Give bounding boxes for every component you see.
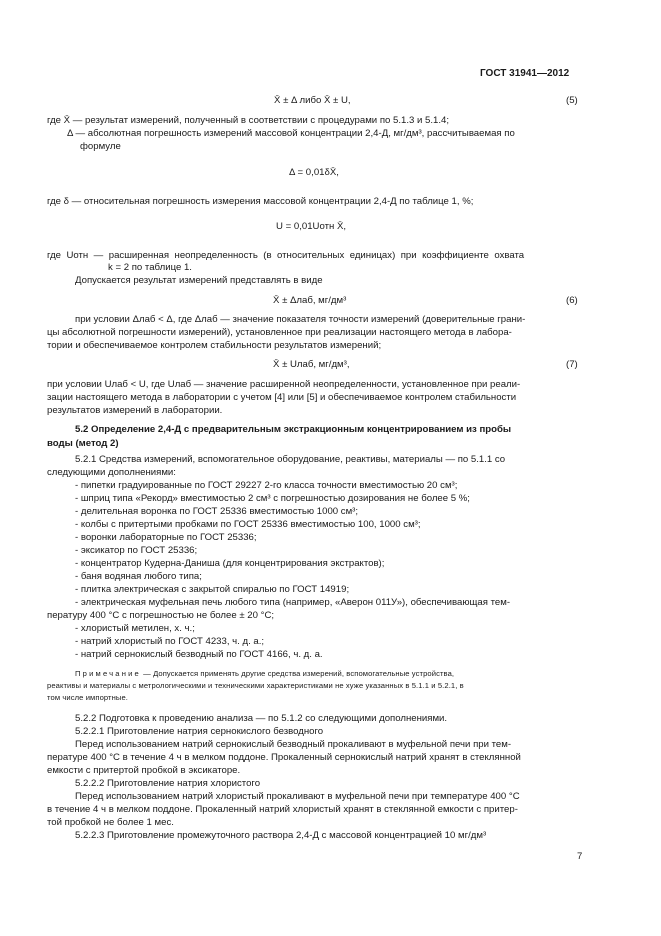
list-item: - шприц типа «Рекорд» вместимостью 2 см³ с погрешностью дозирования не более 5 %; (75, 493, 470, 504)
paragraph-5-2-2-1-line3: емкости с притертой пробкой в эксикаторе. (47, 765, 241, 776)
list-item: - баня водяная любого типа; (75, 571, 202, 582)
paragraph-5-2-2-2-line2: в течение 4 ч в мелком поддоне. Прокаленный натрий хлористый хранят в стеклянной емкости с притер- (47, 804, 518, 815)
list-item: - электрическая муфельная печь любого типа (например, «Аверон 011У»), обеспечивающая тем- (75, 597, 511, 608)
note-line3: том числе импортные. (47, 693, 129, 702)
list-item: - колбы с притертыми пробками по ГОСТ 25336 вместимостью 100, 1000 см³; (75, 519, 421, 530)
paragraph-5-2-2-1-line1: Перед использованием натрий сернокислый безводный прокаливают в муфельной печи при тем- (75, 739, 512, 750)
paragraph-5-2-1-line1: 5.2.1 Средства измерений, вспомогательное оборудование, реактивы, материалы — по 5.1.1 со (75, 454, 506, 465)
note-line1 (75, 668, 454, 680)
formula-delta: Δ = 0,01δX̄, (289, 167, 339, 178)
delta-definition-line1: Δ — абсолютная погрешность измерений массовой концентрации 2,4-Д, мг/дм³, рассчитываемая по (67, 128, 515, 139)
paragraph-5-2-2-2-line3: той пробкой не более 1 мес. (47, 817, 174, 828)
list-item: - хлористый метилен, х. ч.; (75, 623, 195, 634)
condition-7-line3: результатов измерений в лаборатории. (47, 405, 223, 416)
list-item: - пипетки градуированные по ГОСТ 29227 2-го класса точности вместимостью 20 см³; (75, 480, 458, 491)
formula-6: X̄ ± Δлаб, мг/дм³ (273, 295, 347, 306)
where-delta-definition: где δ — относительная погрешность измерения массовой концентрации 2,4-Д по таблице 1, %; (47, 196, 474, 207)
formula-5-number: (5) (566, 95, 578, 106)
formula-u: U = 0,01Uотн X̄, (276, 221, 347, 232)
condition-6-line1: при условии Δлаб < Δ, где Δлаб — значение показателя точности измерений (доверительные грани- (75, 314, 526, 325)
formula-7: X̄ ± Uлаб, мг/дм³, (273, 359, 350, 370)
condition-7-line2: зации настоящего метода в лаборатории с учетом [4] или [5] и обеспечиваемое контролем стабильности (47, 392, 517, 403)
where-x-definition: где X̄ — результат измерений, полученный в соответствии с процедурами по 5.1.3 и 5.1.4; (47, 115, 450, 126)
list-item: пературу 400 °С с погрешностью не более ± 20 °С; (47, 610, 275, 621)
paragraph-5-2-2-1-title: 5.2.2.1 Приготовление натрия сернокислого безводного (75, 726, 324, 737)
list-item: - плитка электрическая с закрытой спиралью по ГОСТ 14919; (75, 584, 350, 595)
list-item: - натрий хлористый по ГОСТ 4233, ч. д. а.; (75, 636, 265, 647)
list-item: - делительная воронка по ГОСТ 25336 вместимостью 1000 см³; (75, 506, 359, 517)
where-u-line1: где Uотн — расширенная неопределенность (в относительных единицах) при коэффициенте охвата (47, 250, 525, 261)
paragraph-5-2-2-2-title: 5.2.2.2 Приготовление натрия хлористого (75, 778, 261, 789)
section-5-2-heading-line1: 5.2 Определение 2,4-Д с предварительным экстракционным концентрированием из пробы (75, 424, 512, 435)
page-number: 7 (577, 851, 583, 862)
formula-6-number: (6) (566, 295, 578, 306)
list-item: - эксикатор по ГОСТ 25336; (75, 545, 198, 556)
document-header: ГОСТ 31941—2012 (480, 68, 570, 79)
delta-definition-line2: формуле (80, 141, 121, 152)
paragraph-5-2-2-2-line1: Перед использованием натрий хлористый прокаливают в муфельной печи при температуре 400 °С (75, 791, 520, 802)
section-5-2-heading-line2: воды (метод 2) (47, 438, 119, 449)
note-label: Примечание (75, 669, 141, 678)
where-u-line2: k = 2 по таблице 1. (108, 262, 192, 273)
condition-7-line1: при условии Uлаб < U, где Uлаб — значение расширенной неопределенности, установленное при реали- (47, 379, 521, 390)
note-line2: реактивы и материалы с метрологическими и техническими характеристиками не хуже указанных в 5.1.1 и 5.2.1, в (47, 681, 464, 690)
paragraph-5-2-2-3-title: 5.2.2.3 Приготовление промежуточного раствора 2,4-Д с массовой концентрацией 10 мг/дм³ (75, 830, 487, 841)
formula-5: X̄ ± Δ либо X̄ ± U, (274, 95, 351, 106)
present-result-text: Допускается результат измерений представлять в виде (75, 275, 323, 286)
paragraph-5-2-1-line2: следующими дополнениями: (47, 467, 176, 478)
list-item: - концентратор Кудерна-Даниша (для концентрирования экстрактов); (75, 558, 385, 569)
formula-7-number: (7) (566, 359, 578, 370)
paragraph-5-2-2-1-line2: пературе 400 °С в течение 4 ч в мелком поддоне. Прокаленный сернокислый натрий хранят в стеклянной (47, 752, 521, 763)
list-item: - натрий сернокислый безводный по ГОСТ 4166, ч. д. а. (75, 649, 323, 660)
condition-6-line2: цы абсолютной погрешности измерений), установленное при реализации настоящего метода в лабора- (47, 327, 512, 338)
condition-6-line3: тории и обеспечиваемое контролем стабильности результатов измерений; (47, 340, 382, 351)
note-text: — Допускается применять другие средства измерений, вспомогательные устройства, (140, 669, 455, 678)
paragraph-5-2-2: 5.2.2 Подготовка к проведению анализа — по 5.1.2 со следующими дополнениями. (75, 713, 448, 724)
list-item: - воронки лабораторные по ГОСТ 25336; (75, 532, 257, 543)
